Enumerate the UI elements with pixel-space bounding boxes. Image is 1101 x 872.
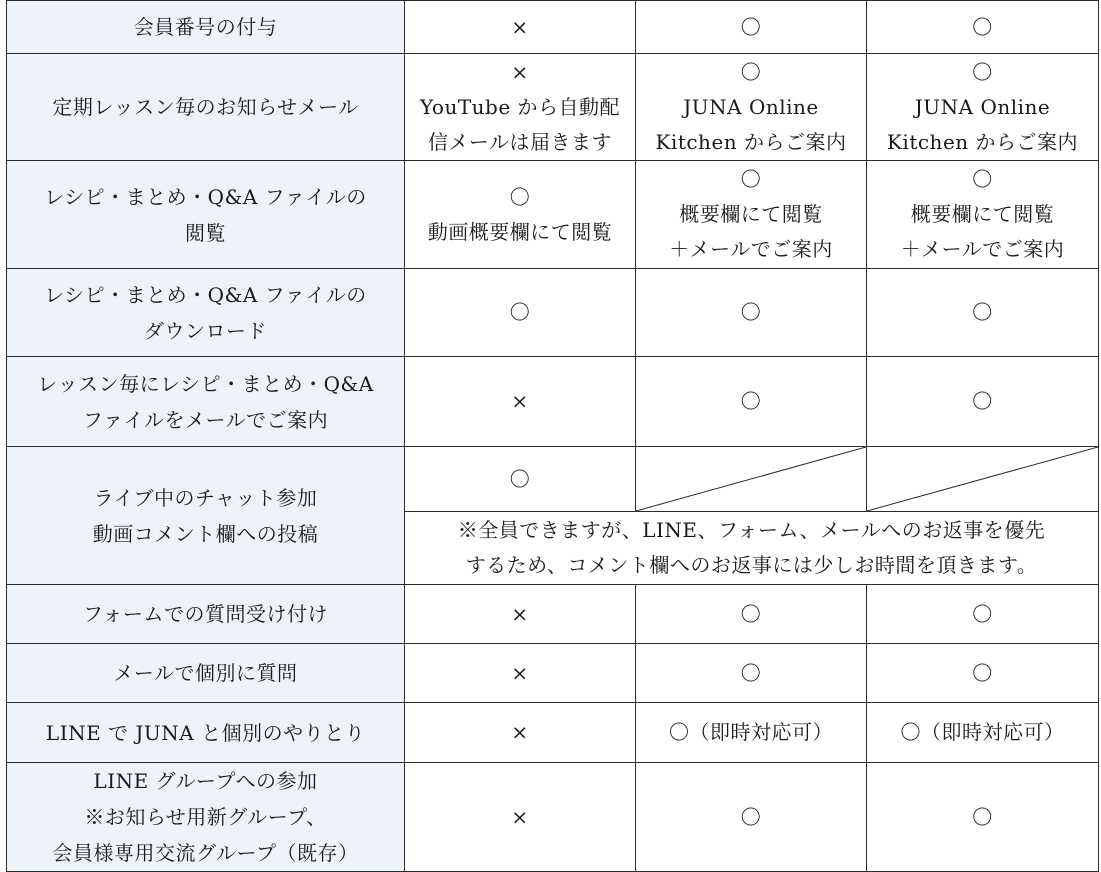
row-label [7,763,405,872]
cell-text: 概要欄にて閲覧 [910,202,1055,226]
row-label: 会員番号の付与 [7,1,405,54]
cell-plan-3: 〇（即時対応可） [867,703,1099,763]
row-label-line: レシピ・まとめ・Q&A ファイルの [44,184,367,209]
cell-plan-1: × [405,1,636,54]
cell-text: 信メールは届きます [427,129,613,154]
cell-text: Kitchen からご案内 [886,129,1079,154]
table-row-mail-question [7,644,1099,703]
cell-plan-1: 〇 [405,269,636,357]
row-label-line: ※お知らせ用新グループ、 [84,805,327,829]
row-label-line: レッスン毎にレシピ・まとめ・Q&A [37,371,374,396]
cell-plan-2: 〇 [636,644,867,703]
cell-plan-2-not-applicable [636,447,867,512]
table-row-live-chat [7,447,1099,512]
row-label-line: レシピ・まとめ・Q&A ファイルの [44,282,367,307]
cell-plan-1: × [405,703,636,763]
cell-plan-2: 〇 [636,1,867,54]
cell-plan-1: 〇 [405,447,636,512]
cell-plan-2: 〇 [636,269,867,357]
row-label-line: ライブ中のチャット参加 [93,485,318,510]
cell-mark: 〇 [972,167,993,191]
cell-plan-2: 〇 [636,585,867,644]
membership-comparison-table [6,0,1099,872]
cell-plan-2: 〇（即時対応可） [636,703,867,763]
cell-text: JUNA Online [683,94,819,119]
cell-text: YouTube から自動配 [419,94,621,119]
cell-plan-1: × [405,585,636,644]
cell-plan-1 [405,54,636,161]
cell-plan-1: × [405,644,636,703]
cell-mark: 〇 [509,184,531,209]
cell-mark: 〇 [740,167,762,191]
live-chat-note [405,512,1099,585]
cell-text: 動画概要欄にて閲覧 [427,219,613,244]
cell-text: JUNA Online [914,94,1051,119]
cell-plan-1: × [405,357,636,447]
cell-plan-3 [867,161,1099,269]
cell-plan-3-not-applicable [867,447,1099,512]
note-line: するため、コメント欄へのお返事には少しお時間を頂きます。 [465,553,1038,577]
row-label [7,357,405,447]
row-label [7,161,405,269]
row-label-line: ファイルをメールでご案内 [82,407,329,432]
cell-plan-3 [867,54,1099,161]
row-label-line: 動画コメント欄への投稿 [92,521,319,546]
cell-text: 概要欄にて閲覧 [679,202,823,226]
diagonal-slash [867,447,1098,511]
table-row-file-download [7,269,1099,357]
row-label: メールで個別に質問 [7,644,405,703]
cell-mark: 〇 [740,59,762,84]
cell-plan-2: 〇 [636,357,867,447]
cell-plan-3: 〇 [867,357,1099,447]
table-row-line-exchange [7,703,1099,763]
cell-plan-3: 〇 [867,585,1099,644]
cell-mark: × [511,59,529,84]
cell-plan-3: 〇 [867,1,1099,54]
cell-plan-2 [636,54,867,161]
cell-text: ＋メールでご案内 [669,237,833,261]
diagonal-slash [636,447,866,511]
cell-plan-2 [636,161,867,269]
row-label: フォームでの質問受け付け [7,585,405,644]
cell-text: ＋メールでご案内 [900,237,1065,261]
table-row-file-mail [7,357,1099,447]
cell-plan-3: 〇 [867,763,1099,872]
row-label-line: 会員様専用交流グループ（既存） [52,841,359,865]
cell-plan-3: 〇 [867,269,1099,357]
cell-plan-2: 〇 [636,763,867,872]
cell-plan-1: × [405,763,636,872]
cell-plan-3: 〇 [867,644,1099,703]
table-row-member-number [7,1,1099,54]
row-label-line: ダウンロード [144,318,267,343]
row-label: 定期レッスン毎のお知らせメール [7,54,405,161]
table-row-form-question [7,585,1099,644]
cell-mark: 〇 [972,59,993,84]
cell-text: Kitchen からご案内 [655,129,847,154]
row-label [7,269,405,357]
row-label-line: LINE グループへの参加 [93,769,318,793]
cell-plan-1 [405,161,636,269]
row-label-line: 閲覧 [185,220,226,245]
table-row-lesson-mail [7,54,1099,161]
row-label: LINE で JUNA と個別のやりとり [7,703,405,763]
row-label [7,447,405,585]
table-row-file-view [7,161,1099,269]
note-line: ※全員できますが、LINE、フォーム、メールへのお返事を優先 [457,518,1046,542]
table-row-line-group [7,763,1099,872]
